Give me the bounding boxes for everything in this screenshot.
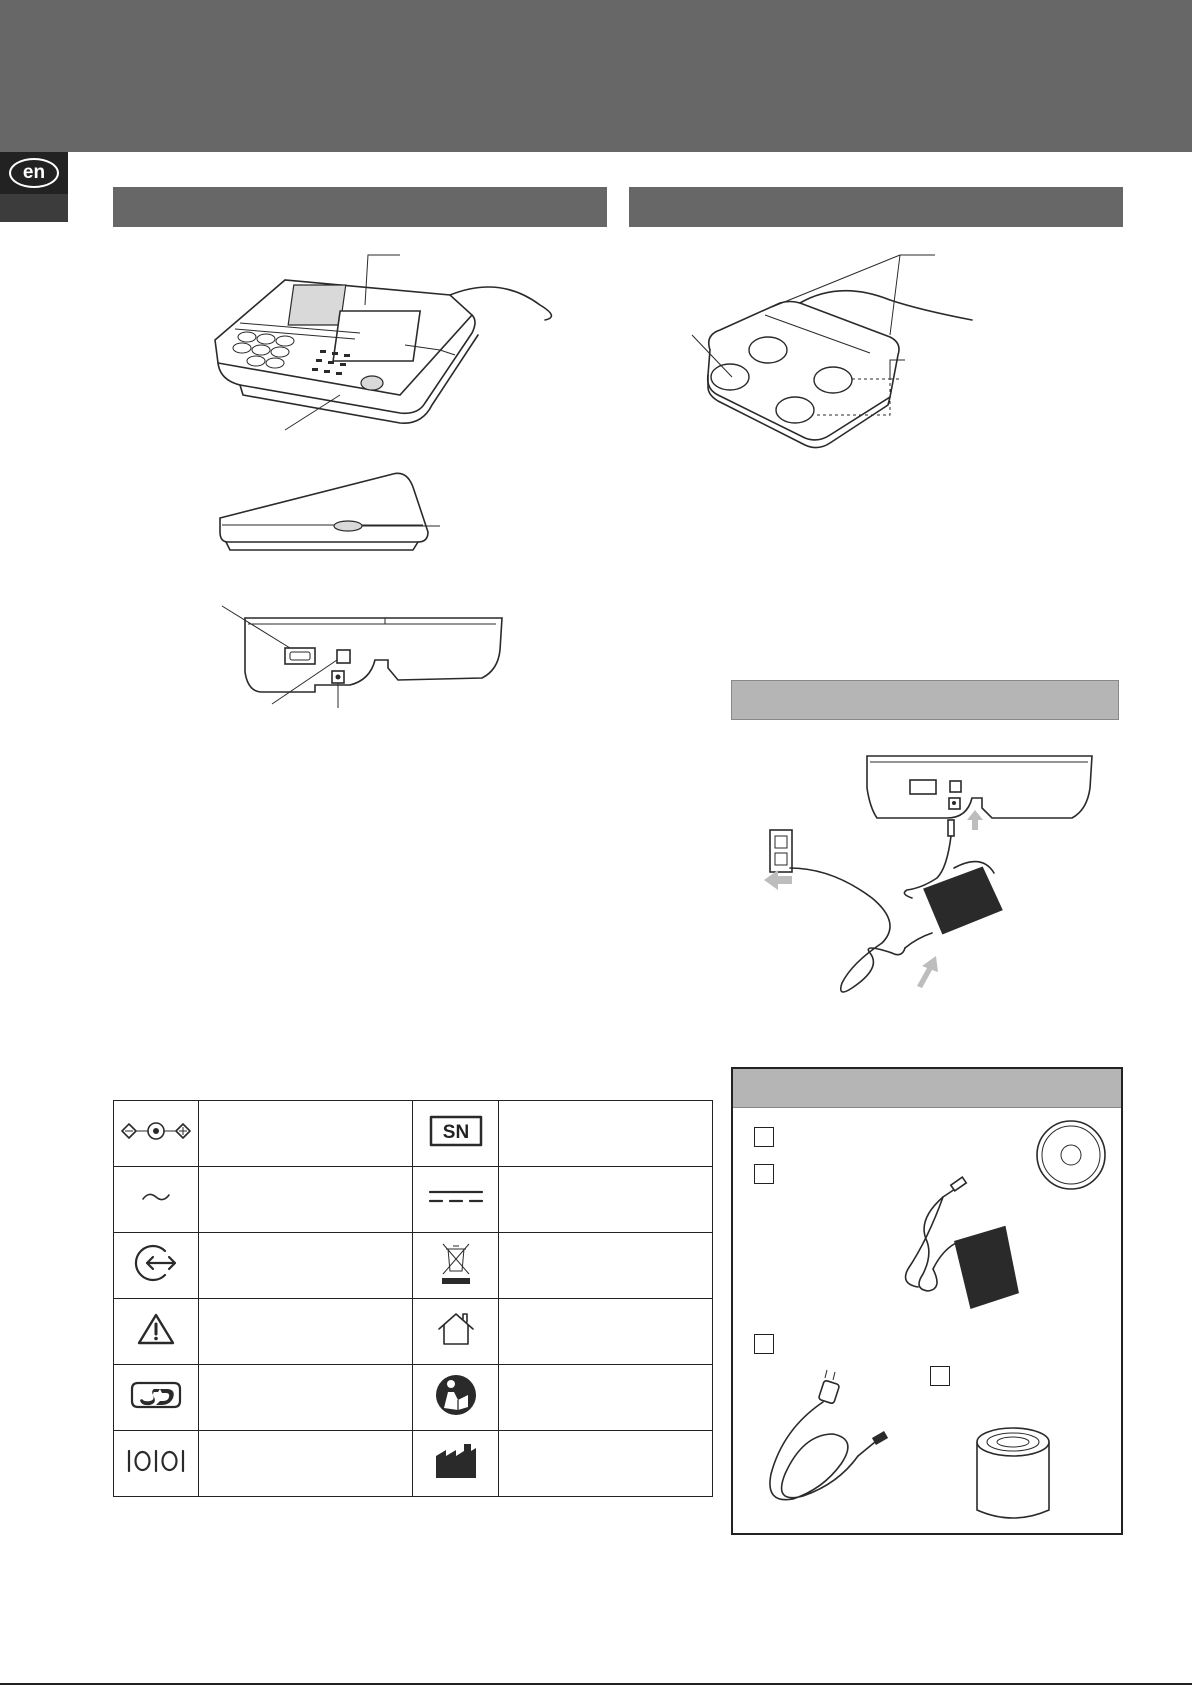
power-connection-bar [731, 680, 1119, 720]
checkbox-item-3 [754, 1334, 774, 1354]
language-tab [0, 152, 68, 222]
cd-disc-illustration [1033, 1117, 1109, 1193]
alternating-current-icon [141, 1190, 171, 1204]
symbol-cell [114, 1167, 199, 1233]
power-connection-illustration [742, 748, 1112, 1008]
symbol-description [498, 1101, 712, 1167]
serial-number-label: SN [442, 1122, 469, 1143]
rs232-port-icon [125, 1449, 187, 1473]
paper-roll-illustration [973, 1424, 1053, 1524]
manufacturer-icon [434, 1442, 478, 1480]
table-row [114, 1101, 713, 1167]
symbol-description [199, 1299, 413, 1365]
symbol-cell [114, 1299, 199, 1365]
symbol-description [498, 1167, 712, 1233]
table-row [114, 1299, 713, 1365]
sd-card-icon [130, 1380, 182, 1410]
symbol-cell [413, 1365, 498, 1431]
output-port-icon [133, 1243, 179, 1283]
symbol-description [498, 1431, 712, 1497]
symbol-description [199, 1101, 413, 1167]
symbol-cell [413, 1299, 498, 1365]
table-row [114, 1233, 713, 1299]
table-row [114, 1167, 713, 1233]
header-banner [0, 0, 1192, 152]
checkbox-item-1 [754, 1127, 774, 1147]
symbol-description [498, 1299, 712, 1365]
weee-bin-icon [439, 1241, 473, 1285]
symbol-description [498, 1233, 712, 1299]
direct-current-icon [428, 1187, 484, 1207]
symbol-description [199, 1431, 413, 1497]
serial-number-icon [429, 1115, 483, 1147]
symbol-description [199, 1167, 413, 1233]
language-badge [0, 152, 68, 194]
accessories-header [733, 1069, 1121, 1108]
warning-triangle-icon [136, 1312, 176, 1346]
symbol-cell [114, 1431, 199, 1497]
symbol-cell [413, 1431, 498, 1497]
section-bar-right [629, 187, 1123, 227]
language-code: en [9, 158, 59, 188]
symbol-cell [114, 1365, 199, 1431]
symbol-description [498, 1365, 712, 1431]
platform-illustration [690, 255, 1010, 460]
symbol-cell [413, 1233, 498, 1299]
control-unit-side-illustration [218, 470, 448, 555]
symbol-cell [114, 1101, 199, 1167]
power-cord-illustration [763, 1374, 903, 1524]
control-unit-top-illustration [200, 255, 580, 445]
symbol-description [199, 1365, 413, 1431]
read-manual-icon [434, 1373, 478, 1417]
symbol-cell [413, 1167, 498, 1233]
dc-polarity-icon [120, 1119, 192, 1143]
control-unit-rear-illustration [220, 600, 510, 710]
symbol-description [199, 1233, 413, 1299]
symbol-cell [114, 1233, 199, 1299]
ac-adapter-illustration [888, 1179, 1028, 1329]
checkbox-item-4 [930, 1366, 950, 1386]
table-row [114, 1365, 713, 1431]
symbols-table [113, 1100, 713, 1497]
table-row [114, 1431, 713, 1497]
symbol-cell [413, 1101, 498, 1167]
indoor-use-icon [436, 1311, 476, 1347]
accessories-box [731, 1067, 1123, 1535]
section-bar-left [113, 187, 607, 227]
checkbox-item-2 [754, 1164, 774, 1184]
